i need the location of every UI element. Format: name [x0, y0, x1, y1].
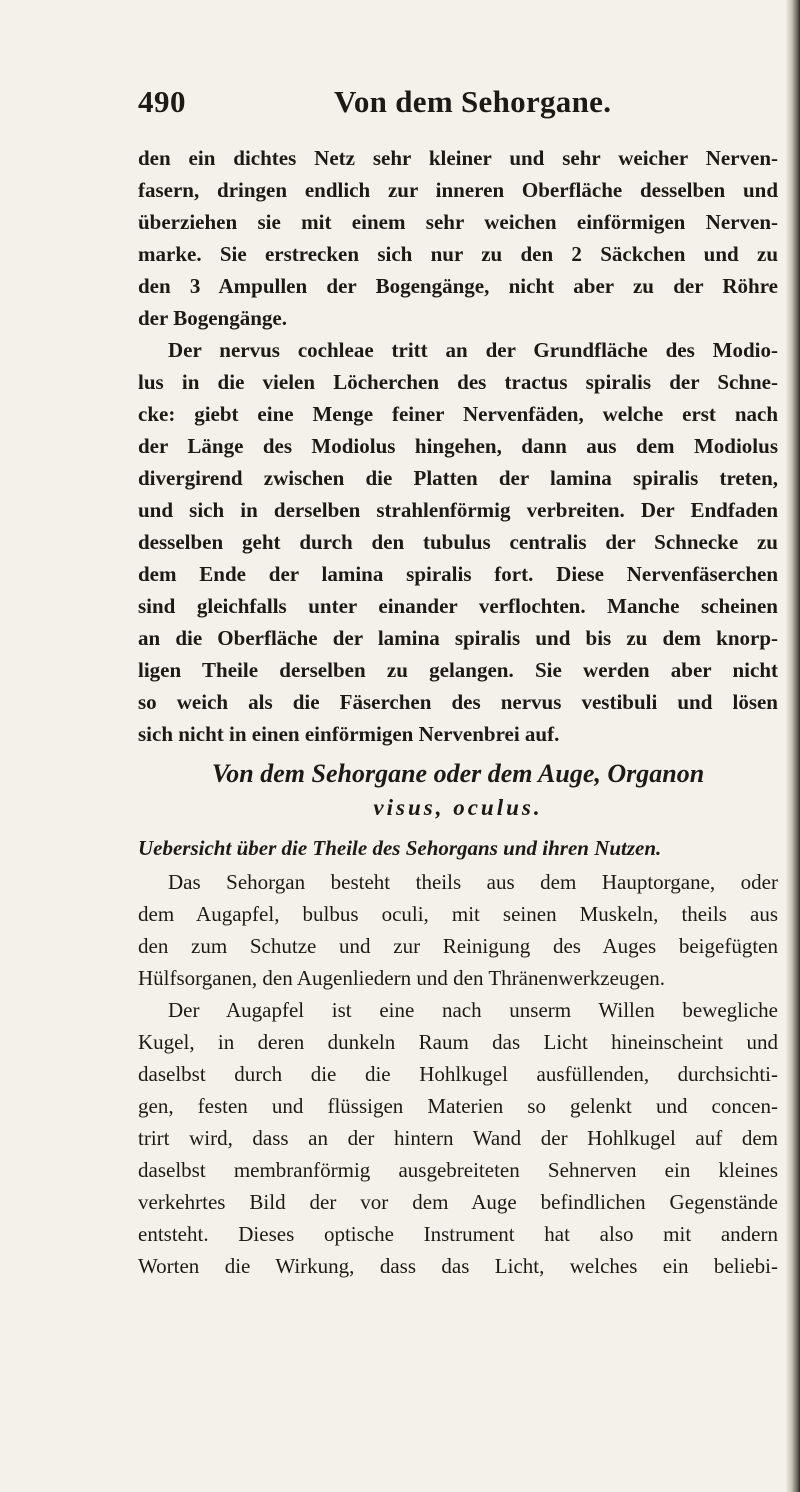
text-line: Der nervus cochleae tritt an der Grundfläche des Modio- [168, 338, 778, 362]
text-line: lus in die vielen Löcherchen des tractus spiralis der Schne- [138, 370, 778, 394]
text-line: fasern, dringen endlich zur inneren Oberfläche desselben und [138, 178, 778, 202]
text-line: ligen Theile derselben zu gelangen. Sie werden aber nicht [138, 658, 778, 682]
text-line: divergirend zwischen die Platten der lamina spiralis treten, [138, 466, 778, 490]
running-title: Von dem Sehorgane. [334, 84, 612, 119]
subsection-title: Uebersicht über die Theile des Sehorgans und ihren Nutzen. [138, 836, 662, 860]
text-line: überziehen sie mit einem sehr weichen einförmigen Nerven- [138, 210, 778, 234]
page-edge-shadow [786, 0, 800, 1492]
text-line: an die Oberfläche der lamina spiralis und bis zu dem knorp- [138, 626, 778, 650]
text-line: sind gleichfalls unter einander verflochten. Manche scheinen [138, 594, 778, 618]
text-line: daselbst membranförmig ausgebreiteten Sehnerven ein kleines [138, 1158, 778, 1182]
section-heading-line-2: visus, oculus. [373, 795, 543, 820]
text-line: verkehrtes Bild der vor dem Auge befindlichen Gegenstände [138, 1190, 778, 1214]
paragraph-augapfel [138, 994, 778, 1282]
page-header [138, 84, 778, 128]
text-line: gen, festen und flüssigen Materien so gelenkt und concen- [138, 1094, 778, 1118]
text-line: und sich in derselben strahlenförmig verbreiten. Der Endfaden [138, 498, 778, 522]
text-line: Worten die Wirkung, dass das Licht, welches ein beliebi- [138, 1254, 778, 1278]
text-line: den zum Schutze und zur Reinigung des Auges beigefügten [138, 934, 778, 958]
paragraph-nervus-cochleae [138, 334, 778, 750]
section-heading [138, 756, 778, 824]
section-heading-line-1: Von dem Sehorgane oder dem Auge, Organon [211, 759, 705, 788]
text-line: dem Ende der lamina spiralis fort. Diese Nervenfäserchen [138, 562, 778, 586]
text-line: so weich als die Fäserchen des nervus vestibuli und lösen [138, 690, 778, 714]
subsection-title-block [138, 832, 778, 864]
text-line: dem Augapfel, bulbus oculi, mit seinen Muskeln, theils aus [138, 902, 778, 926]
text-line: marke. Sie erstrecken sich nur zu den 2 Säckchen und zu [138, 242, 778, 266]
text-line: cke: giebt eine Menge feiner Nervenfäden, welche erst nach [138, 402, 778, 426]
text-line: der Bogengänge. [138, 306, 287, 330]
text-line: Hülfsorganen, den Augenliedern und den Thränenwerkzeugen. [138, 966, 665, 990]
text-line: Das Sehorgan besteht theils aus dem Hauptorgane, oder [168, 870, 778, 894]
text-line: den 3 Ampullen der Bogengänge, nicht aber zu der Röhre [138, 274, 778, 298]
text-line: desselben geht durch den tubulus centralis der Schnecke zu [138, 530, 778, 554]
text-line: sich nicht in einen einförmigen Nervenbrei auf. [138, 722, 560, 746]
text-line: daselbst durch die die Hohlkugel ausfüllenden, durchsichti- [138, 1062, 778, 1086]
page-number: 490 [138, 84, 186, 119]
paragraph-continuation [138, 142, 778, 334]
paragraph-sehorgan [138, 866, 778, 994]
text-line: entsteht. Dieses optische Instrument hat also mit andern [138, 1222, 778, 1246]
text-line: Kugel, in deren dunkeln Raum das Licht hineinscheint und [138, 1030, 778, 1054]
text-line: trirt wird, dass an der hintern Wand der Hohlkugel auf dem [138, 1126, 778, 1150]
text-line: den ein dichtes Netz sehr kleiner und sehr weicher Nerven- [138, 146, 778, 170]
text-line: der Länge des Modiolus hingehen, dann aus dem Modiolus [138, 434, 778, 458]
text-line: Der Augapfel ist eine nach unserm Willen bewegliche [168, 998, 778, 1022]
